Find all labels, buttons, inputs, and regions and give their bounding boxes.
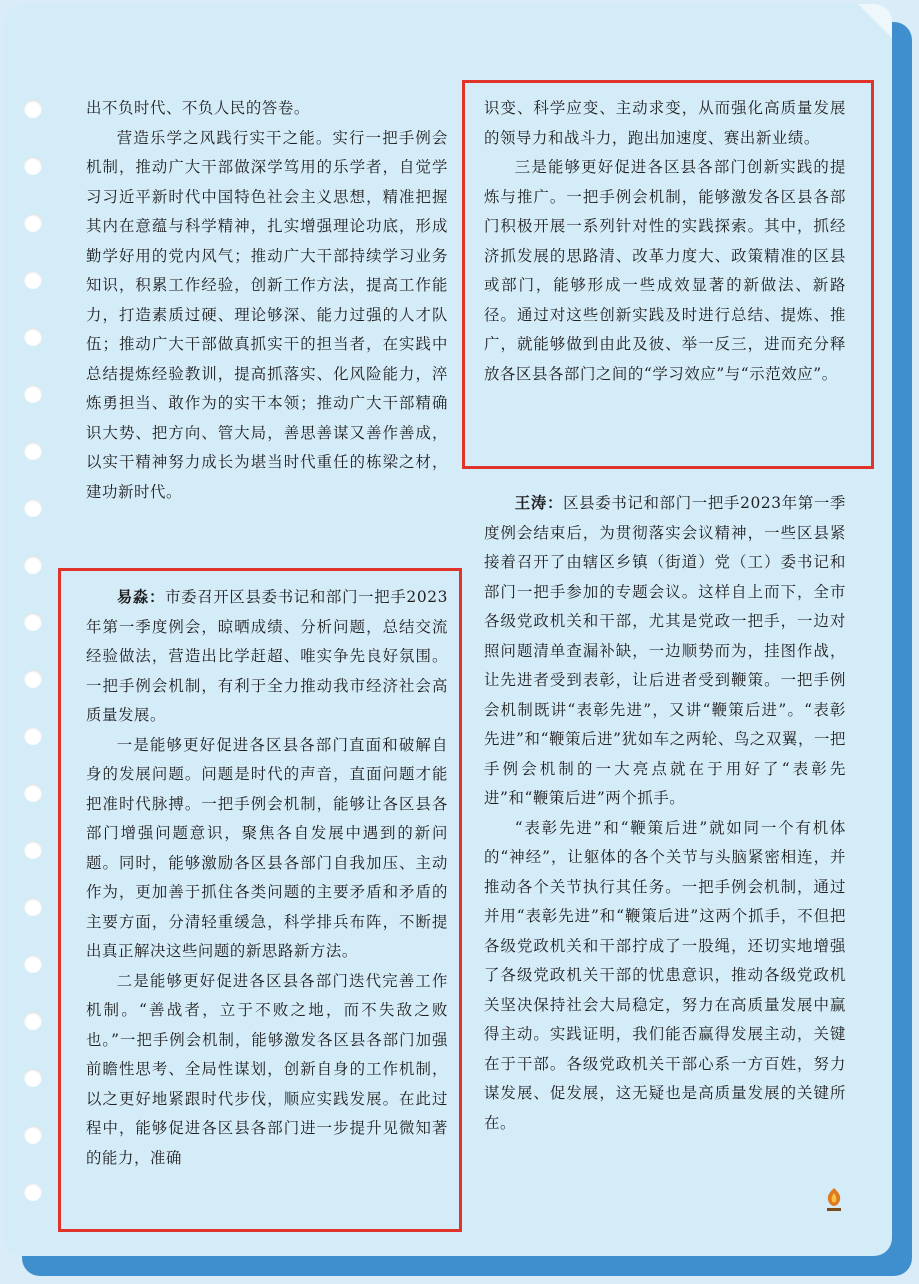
binder-hole	[24, 1069, 42, 1087]
paragraph: 三是能够更好促进各区县各部门创新实践的提炼与推广。一把手例会机制，能够激发各区县各部门积极开展一系列针对性的实践探索。其中，抓经济抓发展的思路清、改革力度大、政策精准的区县或部门，能够形成一些成效显著的新做法、新路径。通过对这些创新实践及时进行总结、提炼、推广，就能够做到由此及彼、举一反三，进而充分释放各区县各部门之间的“学习效应”与“示范效应”。	[484, 158, 846, 383]
binder-hole	[24, 841, 42, 859]
binder-hole	[24, 670, 42, 688]
yi-miao-commentary	[86, 583, 448, 1173]
binder-holes	[24, 100, 44, 1210]
binder-hole	[24, 784, 42, 802]
paragraph: 营造乐学之风践行实干之能。实行一把手例会机制，推动广大干部做深学笃用的乐学者，自觉学习习近平新时代中国特色社会主义思想，精准把握其内在意蕴与科学精神，扎实增强理论功底，形成勤学好用的党内风气；推动广大干部持续学习业务知识，积累工作经验，创新工作方法，提高工作能力，打造素质过硬、理论够深、能力过强的人才队伍；推动广大干部做真抓实干的担当者，在实践中总结提炼经验教训，提高抓落实、化风险能力，淬炼勇担当、敢作为的实干本领；推动广大干部精确识大势、把方向、管大局，善思善谋又善作善成，以实干精神努力成长为堪当时代重任的栋梁之材，建功新时代。	[86, 128, 448, 501]
binder-hole	[24, 1012, 42, 1030]
binder-hole	[24, 328, 42, 346]
binder-hole	[24, 613, 42, 631]
binder-hole	[24, 442, 42, 460]
right-box-text	[484, 94, 846, 389]
binder-hole	[24, 100, 42, 118]
paragraph: 一是能够更好促进各区县各部门直面和破解自身的发展问题。问题是时代的声音，直面问题才能把准时代脉搏。一把手例会机制，能够让各区县各部门增强问题意识，聚焦各自发展中遇到的新问题。同时，能够激励各区县各部门自我加压、主动作为，更加善于抓住各类问题的主要矛盾和矛盾的主要方面，分清轻重缓急，科学排兵布阵，不断提出真正解决这些问题的新思路新方法。	[86, 735, 448, 960]
paragraph: 二是能够更好促进各区县各部门迭代完善工作机制。“善战者，立于不败之地，而不失敌之败也。”一把手例会机制，能够激发各区县各部门加强前瞻性思考、全局性谋划，创新自身的工作机制，以之更好地紧跟时代步伐，顺应实践发展。在此过程中，能够促进各区县各部门进一步提升见微知著的能力，准确	[86, 971, 448, 1167]
speaker-intro: 区县委书记和部门一把手2023年第一季度例会结束后，为贯彻落实会议精神，一些区县紧接着召开了由辖区乡镇（街道）党（工）委书记和部门一把手参加的专题会议。这样自上而下，全市各级党政机关和干部，尤其是党政一把手，一边对照问题清单查漏补缺，一边顺势而为，挂图作战，让先进者受到表彰，让后进者受到鞭策。一把手例会机制既讲“表彰先进”，又讲“鞭策后进”。“表彰先进”和“鞭策后进”犹如车之两轮、鸟之双翼，一把手例会机制的一大亮点就在于用好了“表彰先进”和“鞭策后进”两个抓手。	[484, 494, 846, 807]
speaker-name: 王涛：	[514, 494, 564, 512]
wang-tao-commentary	[484, 489, 846, 1138]
speaker-intro: 市委召开区县委书记和部门一把手2023年第一季度例会，晾晒成绩、分析问题，总结交流经验做法，营造出比学赶超、唯实争先良好氛围。一把手例会机制，有利于全力推动我市经济社会高质量发展。	[86, 588, 448, 724]
end-of-article-logo-icon	[824, 1187, 844, 1213]
binder-hole	[24, 214, 42, 232]
binder-hole	[24, 727, 42, 745]
binder-hole	[24, 499, 42, 517]
binder-hole	[24, 1126, 42, 1144]
binder-hole	[24, 157, 42, 175]
binder-hole	[24, 898, 42, 916]
binder-hole	[24, 1183, 42, 1201]
speaker-name: 易淼：	[116, 588, 166, 606]
paragraph	[484, 489, 846, 814]
binder-hole	[24, 955, 42, 973]
binder-hole	[24, 556, 42, 574]
paragraph: 识变、科学应变、主动求变，从而强化高质量发展的领导力和战斗力，跑出加速度、赛出新业绩。	[484, 99, 846, 147]
paragraph: “表彰先进”和“鞭策后进”就如同一个有机体的“神经”，让躯体的各个关节与头脑紧密相连，并推动各个关节执行其任务。一把手例会机制，通过并用“表彰先进”和“鞭策后进”这两个抓手，不但把各级党政机关和干部拧成了一股绳，还切实地增强了各级党政机关干部的忧患意识，推动各级党政机关坚决保持社会大局稳定，努力在高质量发展中赢得主动。实践证明，我们能否赢得发展主动，关键在于干部。各级党政机关干部心系一方百姓，努力谋发展、促发展，这无疑也是高质量发展的关键所在。	[484, 818, 846, 1132]
page-corner-fold	[858, 4, 892, 38]
left-column-text	[86, 94, 448, 507]
binder-hole	[24, 385, 42, 403]
binder-hole	[24, 271, 42, 289]
paragraph	[86, 583, 448, 731]
paragraph: 出不负时代、不负人民的答卷。	[86, 99, 310, 117]
